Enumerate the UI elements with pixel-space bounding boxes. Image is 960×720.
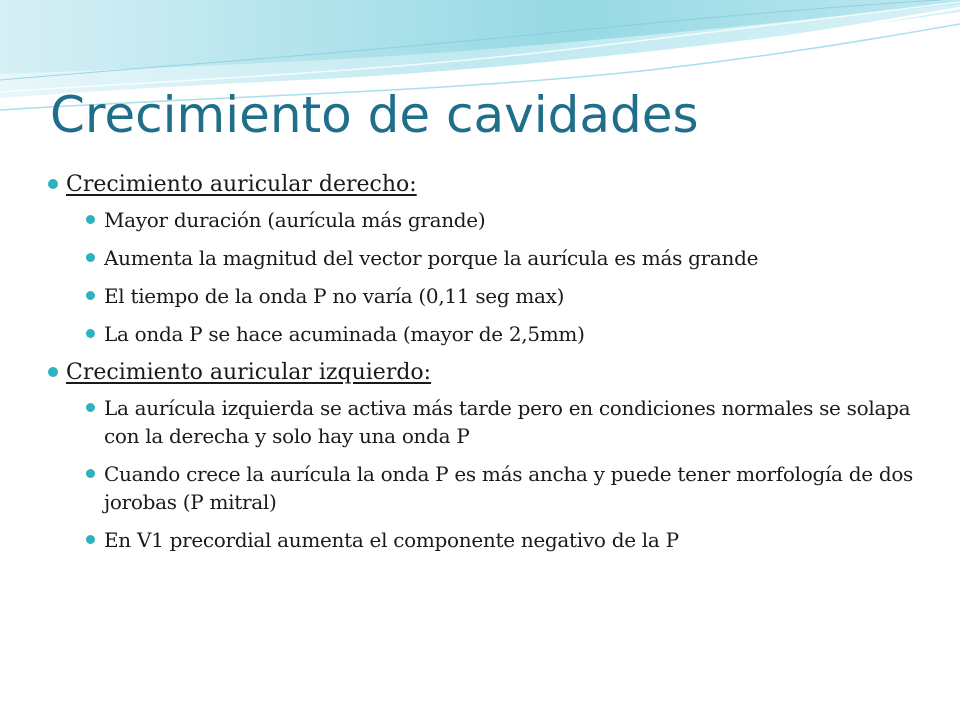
list-item — [66, 244, 928, 272]
section-list — [48, 170, 928, 554]
list-item-text: La aurícula izquierda se activa más tarde pero en condiciones normales se solapa con la derecha y solo hay una onda P — [104, 396, 911, 448]
bullet-icon — [86, 253, 95, 262]
list-item — [66, 206, 928, 234]
bullet-icon — [86, 469, 95, 478]
bullet-icon — [86, 291, 95, 300]
bullet-list — [66, 206, 928, 348]
section-heading: Crecimiento auricular izquierdo: — [66, 360, 432, 385]
list-item-text: Cuando crece la aurícula la onda P es más ancha y puede tener morfología de dos jorobas (P mitral) — [104, 462, 914, 514]
list-item-text: En V1 precordial aumenta el componente negativo de la P — [104, 528, 679, 552]
bullet-icon — [48, 179, 58, 189]
bullet-icon — [48, 367, 58, 377]
list-item-text: La onda P se hace acuminada (mayor de 2,5mm) — [104, 322, 585, 346]
slide-content — [48, 170, 928, 564]
section-left-atrium — [48, 358, 928, 554]
slide-title: Crecimiento de cavidades — [50, 86, 699, 144]
bullet-icon — [86, 215, 95, 224]
section-heading: Crecimiento auricular derecho: — [66, 172, 417, 197]
list-item-text: Mayor duración (aurícula más grande) — [104, 208, 486, 232]
list-item — [66, 460, 928, 516]
bullet-list — [66, 394, 928, 554]
section-right-atrium — [48, 170, 928, 348]
bullet-icon — [86, 403, 95, 412]
list-item — [66, 526, 928, 554]
bullet-icon — [86, 329, 95, 338]
list-item — [66, 394, 928, 450]
bullet-icon — [86, 535, 95, 544]
list-item — [66, 282, 928, 310]
list-item-text: El tiempo de la onda P no varía (0,11 seg max) — [104, 284, 565, 308]
list-item — [66, 320, 928, 348]
list-item-text: Aumenta la magnitud del vector porque la aurícula es más grande — [104, 246, 759, 270]
